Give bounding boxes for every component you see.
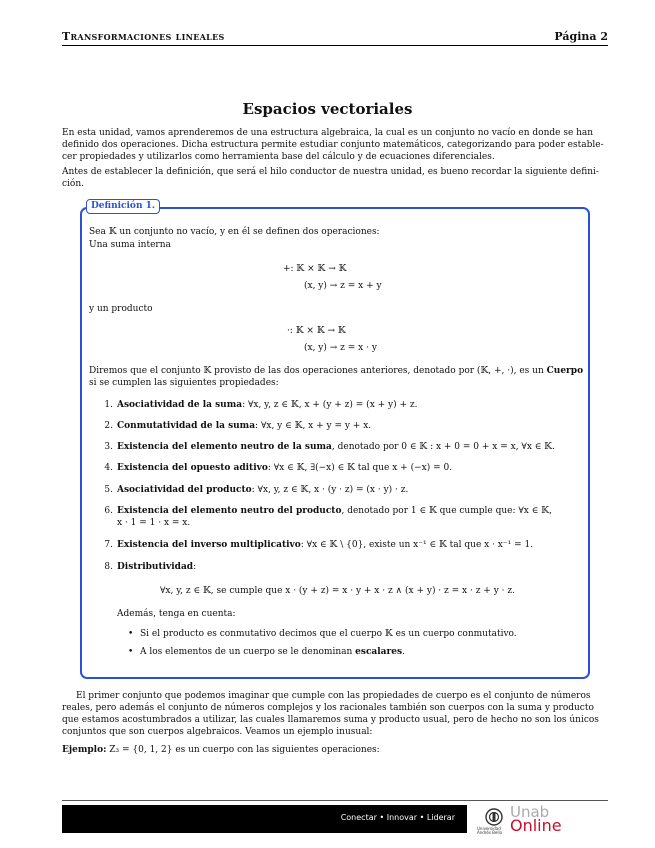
outro-line: que estamos acostumbrados a utilizar, las cuales llamaremos suma y producto usual, pero de hecho no son los únicos — [62, 715, 599, 725]
footer-rule — [62, 800, 608, 801]
outro-line: El primer conjunto que podemos imaginar que cumple con las propiedades de cuerpo es el conjunto de números — [76, 691, 591, 701]
page-header — [62, 30, 608, 44]
intro-line: Antes de establecer la definición, que será el hilo conductor de nuestra unidad, es bueno recordar la siguiente defini- — [62, 167, 599, 177]
intro-line: cer propiedades y utilizarlos como herramienta base del cálculo y de ecuaciones diferenciales. — [62, 152, 495, 162]
section-title: Espacios vectoriales — [242, 100, 413, 118]
definition-text: Diremos que el conjunto 𝕂 provisto de las dos operaciones anteriores, denotado por (𝕂, +, ·), es un Cuerpo — [89, 366, 584, 376]
sum-formula: +: 𝕂 × 𝕂 → 𝕂 — [283, 264, 347, 274]
footer-bar — [62, 805, 467, 833]
escalares-term: escalares — [355, 647, 403, 657]
university-seal-icon — [485, 808, 503, 826]
cuerpo-term: Cuerpo — [546, 366, 584, 376]
product-formula: ·: 𝕂 × 𝕂 → 𝕂 — [287, 326, 346, 336]
definition-text: Una suma interna — [89, 240, 171, 250]
example-line: Ejemplo: Z₃ = {0, 1, 2} es un cuerpo con las siguientes operaciones: — [62, 745, 380, 755]
intro-line: ción. — [62, 179, 84, 189]
definition-label: Definición 1. — [86, 199, 160, 214]
logo-university-name: Universidad Andrés Bello — [477, 826, 503, 835]
intro-line: definido dos operaciones. Dicha estructura permite estudiar conjunto matemáticos, categorizando para poder estable- — [62, 140, 604, 150]
definition-text: Sea 𝕂 un conjunto no vacío, y en él se definen dos operaciones: — [89, 227, 380, 237]
property-continuation: x · 1 = 1 · x = x. — [117, 518, 191, 528]
definition-text: si se cumplen las siguientes propiedades: — [89, 378, 279, 388]
outro-line: reales, pero además el conjunto de números complejos y los racionales también son cuerpos con la suma y producto — [62, 703, 594, 713]
header-page-number: Página 2 — [554, 30, 608, 43]
product-formula: (x, y) → z = x · y — [304, 343, 377, 353]
intro-line: En esta unidad, vamos aprenderemos de una estructura algebraica, la cual es un conjunto no vacío en donde se han — [62, 128, 594, 138]
note-text: Además, tenga en cuenta: — [117, 609, 236, 619]
unab-online-logo — [475, 805, 565, 835]
header-rule — [62, 45, 608, 46]
sum-formula: (x, y) → z = x + y — [304, 281, 382, 291]
footer-tagline: Conectar • Innovar • Liderar — [340, 813, 455, 822]
logo-online-text: Online — [510, 816, 562, 835]
example-label: Ejemplo: — [62, 745, 107, 755]
distributivity-formula: ∀x, y, z ∈ 𝕂, se cumple que x · (y + z) = x · y + x · z ∧ (x + y) · z = x · z + y · z. — [160, 586, 515, 596]
header-title: Transformaciones lineales — [62, 30, 225, 43]
definition-text: y un producto — [89, 304, 153, 314]
outro-line: conjuntos que son cuerpos algebraicos. Veamos un ejemplo inusual: — [62, 727, 373, 737]
logo-unab-text: Unab — [510, 803, 550, 821]
